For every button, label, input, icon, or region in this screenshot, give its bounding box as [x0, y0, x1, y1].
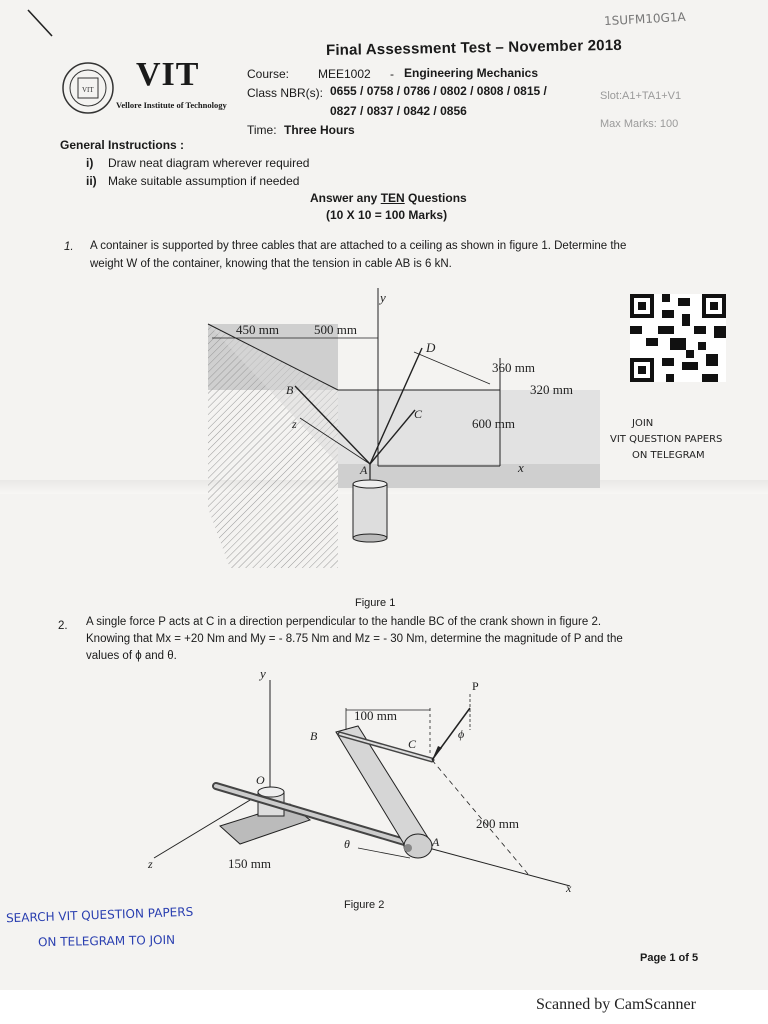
q2-number: 2. — [58, 620, 68, 632]
logo-text: VIT — [136, 56, 200, 93]
q1-text-line1: A container is supported by three cables that are attached to a ceiling as shown in figure 1. Determine the — [90, 240, 627, 252]
fig2-label-z: z — [148, 857, 153, 871]
q2-text-line3: values of ϕ and θ. — [86, 650, 177, 662]
fig1-label-360: 360 mm — [492, 360, 535, 375]
max-marks: Max Marks: 100 — [600, 118, 679, 130]
course-name: Engineering Mechanics — [404, 66, 539, 80]
fig2-label-100: 100 mm — [354, 708, 397, 723]
instruction-1-num: i) — [86, 156, 94, 170]
q2-text-line1: A single force P acts at C in a direction perpendicular to the handle BC of the crank shown in figure 2. — [86, 616, 602, 628]
fig1-label-D: D — [426, 340, 436, 355]
course-separator: - — [390, 67, 394, 81]
time-value: Three Hours — [284, 123, 355, 137]
fig1-label-x: x — [518, 460, 524, 475]
fig1-label-C: C — [414, 407, 423, 421]
fig2-label-200: 200 mm — [476, 816, 519, 831]
scanner-watermark: Scanned by CamScanner — [536, 996, 696, 1013]
figure-2-caption: Figure 2 — [344, 899, 385, 911]
bottom-note-line1: SEARCH VIT QUESTION PAPERS — [5, 904, 194, 926]
slot-info: Slot:A1+TA1+V1 — [600, 90, 682, 102]
course-label: Course: — [247, 67, 290, 81]
instructions-heading: General Instructions : — [60, 138, 185, 152]
fig2-label-y: y — [260, 668, 266, 681]
answer-instruction: Answer any TEN Questions — [310, 191, 467, 205]
figure-1-caption: Figure 1 — [355, 597, 396, 609]
vit-logo — [60, 56, 240, 124]
fig2-label-O: O — [256, 773, 265, 787]
fig1-label-z: z — [292, 417, 297, 431]
fig2-label-A: A — [432, 835, 440, 849]
figure-2-diagram — [140, 668, 590, 898]
fig1-label-600: 600 mm — [472, 416, 515, 431]
side-note-line1: JOIN — [632, 418, 654, 429]
fig1-label-A: A — [360, 463, 368, 477]
instruction-1-text: Draw neat diagram wherever required — [108, 156, 310, 170]
class-numbers-line2: 0827 / 0837 / 0842 / 0856 — [330, 104, 467, 118]
fig2-label-x: x — [566, 881, 572, 895]
exam-title: Final Assessment Test – November 2018 — [325, 36, 622, 59]
page-number: Page 1 of 5 — [640, 952, 699, 964]
instruction-2-text: Make suitable assumption if needed — [108, 174, 300, 188]
qr-code — [630, 294, 726, 382]
fig1-label-450: 450 mm — [236, 322, 279, 337]
corner-handwritten-code: 1SUFM10G1A — [603, 9, 687, 29]
fig1-label-500: 500 mm — [314, 322, 357, 337]
logo-subtitle: Vellore Institute of Technology — [116, 100, 227, 110]
side-note-line2: VIT QUESTION PAPERS — [610, 434, 723, 445]
fig1-label-B: B — [286, 383, 294, 397]
course-code: MEE1002 — [318, 67, 371, 81]
fig2-label-C: C — [408, 737, 417, 751]
time-label: Time: — [247, 123, 277, 137]
q1-number: 1. — [64, 241, 74, 253]
instruction-2-num: ii) — [86, 174, 97, 188]
fig2-label-theta: θ — [344, 837, 350, 851]
figure-1-diagram — [200, 288, 600, 568]
fig2-label-B: B — [310, 729, 318, 743]
q2-text-line2: Knowing that Mx = +20 Nm and My = - 8.75 Nm and Mz = - 30 Nm, determine the magnitude of P and the — [86, 633, 623, 645]
svg-text:VIT: VIT — [82, 86, 94, 94]
fig1-label-y: y — [380, 290, 386, 305]
fig2-label-150: 150 mm — [228, 856, 271, 871]
class-numbers-line1: 0655 / 0758 / 0786 / 0802 / 0808 / 0815 / — [330, 84, 547, 98]
side-note-line3: ON TELEGRAM — [632, 450, 705, 461]
marks-distribution: (10 X 10 = 100 Marks) — [326, 208, 448, 222]
fig2-label-phi: ϕ — [458, 727, 465, 741]
fig1-label-320: 320 mm — [530, 382, 573, 397]
bottom-note-line2: ON TELEGRAM TO JOIN — [37, 932, 176, 950]
q1-text-line2: weight W of the container, knowing that the tension in cable AB is 6 kN. — [90, 258, 452, 270]
pen-stroke-mark — [26, 8, 54, 38]
fig2-label-P: P — [472, 679, 479, 693]
class-label: Class NBR(s): — [247, 86, 324, 100]
